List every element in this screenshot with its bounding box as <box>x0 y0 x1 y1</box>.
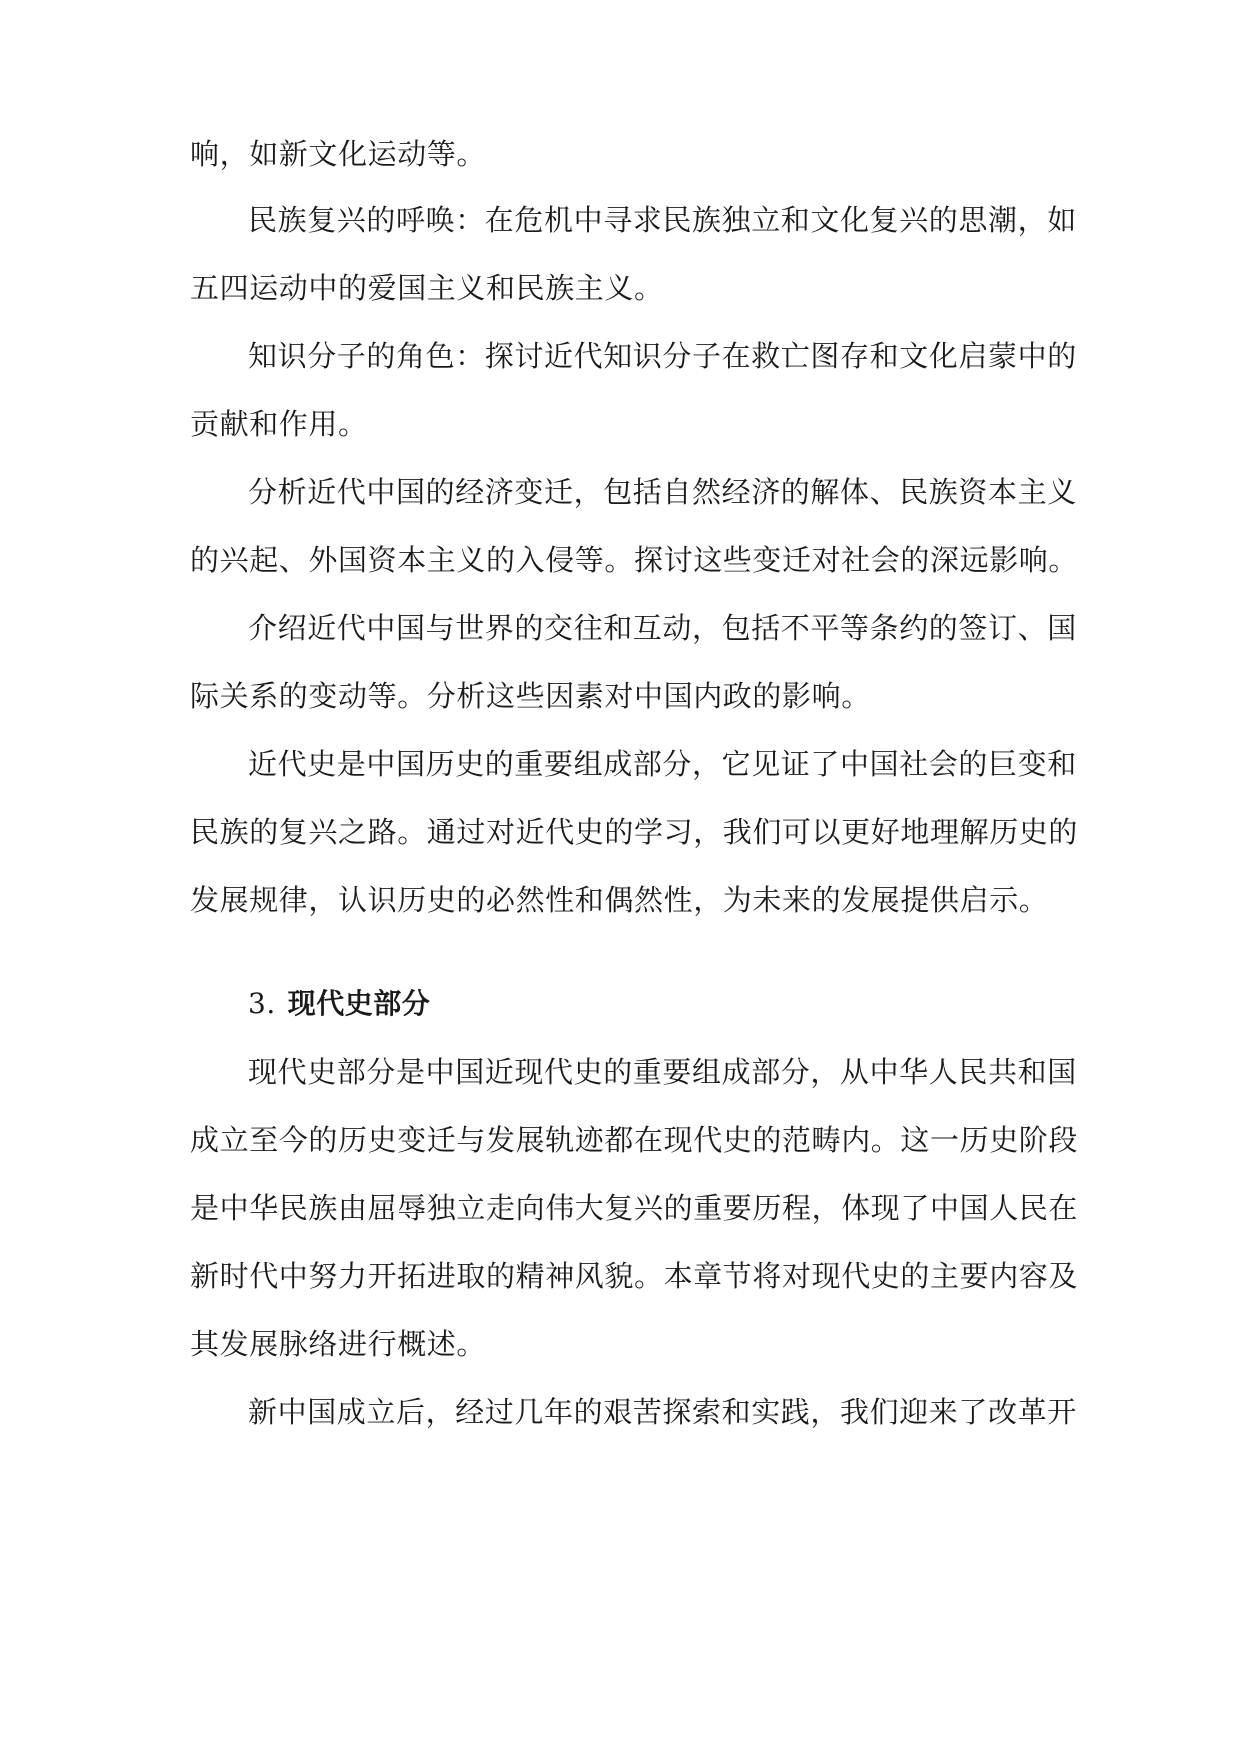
paragraph-line: 现代史部分是中国近现代史的重要组成部分，从中华人民共和国 <box>248 1055 1077 1089</box>
section-title: 现代史部分 <box>287 987 431 1020</box>
paragraph-line: 贡献和作用。 <box>190 407 368 441</box>
paragraph-line: 近代史是中国历史的重要组成部分，它见证了中国社会的巨变和 <box>248 747 1077 781</box>
paragraph-line: 响，如新文化运动等。 <box>190 137 487 171</box>
paragraph-line: 的兴起、外国资本主义的入侵等。探讨这些变迁对社会的深远影响。 <box>190 543 1079 577</box>
paragraph-line: 发展规律，认识历史的必然性和偶然性，为未来的发展提供启示。 <box>190 883 1049 917</box>
section-heading <box>248 984 430 1024</box>
paragraph-line: 知识分子的角色：探讨近代知识分子在救亡图存和文化启蒙中的 <box>248 339 1077 373</box>
section-number: 3. <box>248 987 276 1020</box>
paragraph-line: 其发展脉络进行概述。 <box>190 1327 487 1361</box>
paragraph-line: 分析近代中国的经济变迁，包括自然经济的解体、民族资本主义 <box>248 475 1077 509</box>
paragraph-line: 介绍近代中国与世界的交往和互动，包括不平等条约的签订、国 <box>248 611 1077 645</box>
paragraph-line: 成立至今的历史变迁与发展轨迹都在现代史的范畴内。这一历史阶段 <box>190 1123 1079 1157</box>
paragraph-line: 民族的复兴之路。通过对近代史的学习，我们可以更好地理解历史的 <box>190 815 1079 849</box>
paragraph-line: 际关系的变动等。分析这些因素对中国内政的影响。 <box>190 679 871 713</box>
paragraph-line: 新时代中努力开拓进取的精神风貌。本章节将对现代史的主要内容及 <box>190 1259 1079 1293</box>
paragraph-line: 新中国成立后，经过几年的艰苦探索和实践，我们迎来了改革开 <box>248 1395 1077 1429</box>
paragraph-line: 是中华民族由屈辱独立走向伟大复兴的重要历程，体现了中国人民在 <box>190 1191 1079 1225</box>
paragraph-line: 五四运动中的爱国主义和民族主义。 <box>190 271 664 305</box>
paragraph-line: 民族复兴的呼唤：在危机中寻求民族独立和文化复兴的思潮，如 <box>248 203 1077 237</box>
